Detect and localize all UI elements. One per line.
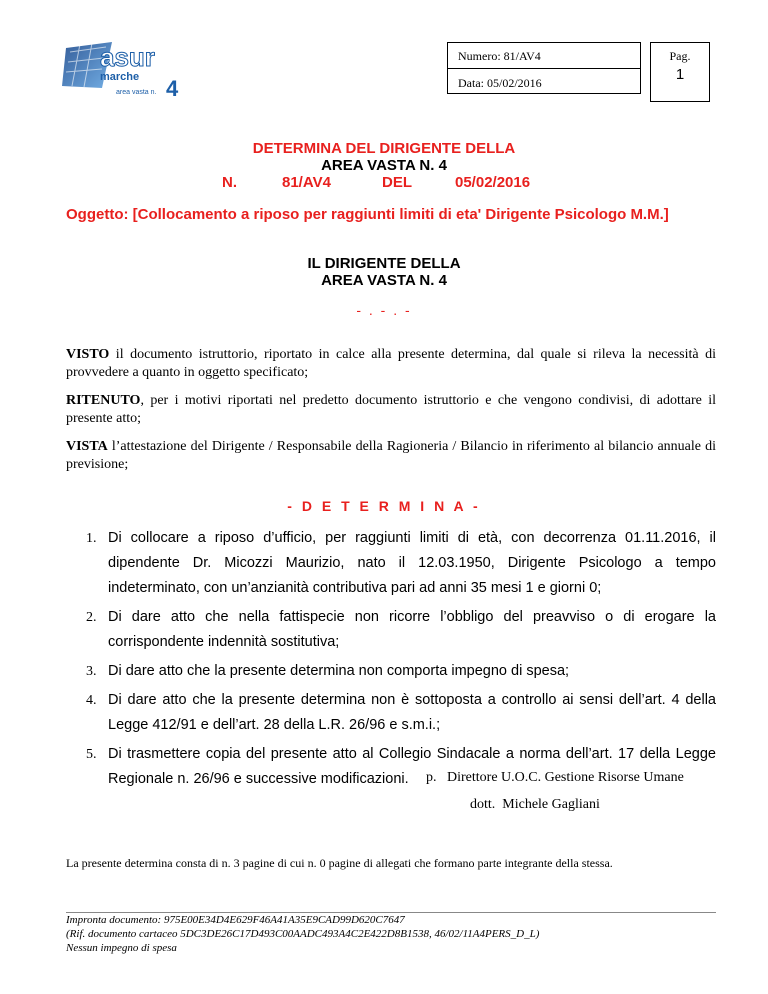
item-number: 5. bbox=[86, 747, 97, 762]
item-number: 3. bbox=[86, 664, 97, 679]
list-item bbox=[66, 688, 716, 738]
logo-number: 4 bbox=[166, 76, 179, 100]
page-box bbox=[650, 42, 710, 102]
document-date: Data: 05/02/2016 bbox=[458, 76, 542, 90]
premise-visto bbox=[66, 346, 716, 382]
item-text: Di trasmettere copia del presente atto al Collegio Sindacale a norma dell’art. 17 della Legge Regionale n. 26/96 e successive modificazioni. bbox=[108, 746, 716, 787]
title-line-2: AREA VASTA N. 4 bbox=[321, 157, 447, 174]
title-del-label: DEL bbox=[382, 174, 412, 191]
signature-name: dott. Michele Gagliani bbox=[470, 797, 600, 812]
item-text: Di collocare a riposo d’ufficio, per raggiunti limiti di età, con decorrenza 01.11.2016, il dipendente Dr. Micozzi Maurizio, nato il 12.03.1950, Dirigente Psicologo a tempo indeterminato, con un’anzianità contributiva pari ad anni 35 mesi 1 e giorni 0; bbox=[108, 530, 716, 596]
page-label: Pag. bbox=[669, 49, 691, 63]
premise-keyword: RITENUTO bbox=[66, 393, 141, 408]
premise-text: il documento istruttorio, riportato in calce alla presente determina, dal quale si rileva la necessità di provvedere a quanto in oggetto specificato; bbox=[66, 347, 716, 380]
premise-keyword: VISTO bbox=[66, 347, 110, 362]
footer-note: Nessun impegno di spesa bbox=[66, 942, 177, 954]
logo-sub: marche bbox=[100, 71, 140, 83]
footer-divider bbox=[66, 912, 716, 913]
item-number: 4. bbox=[86, 693, 97, 708]
premise-ritenuto bbox=[66, 392, 716, 428]
list-item bbox=[66, 605, 716, 655]
title-date: 05/02/2016 bbox=[455, 174, 531, 191]
document-number: Numero: 81/AV4 bbox=[458, 49, 541, 63]
list-item bbox=[66, 659, 716, 684]
title-line-1: DETERMINA DEL DIRIGENTE DELLA bbox=[252, 140, 516, 157]
separator: - . - . - bbox=[356, 302, 412, 318]
premise-text: l’attestazione del Dirigente / Responsabile della Ragioneria / Bilancio in riferimento al bilancio annuale di previsione; bbox=[66, 439, 716, 472]
dirigente-line-1: IL DIRIGENTE DELLA bbox=[307, 255, 461, 272]
item-text: Di dare atto che la presente determina non comporta impegno di spesa; bbox=[108, 663, 570, 679]
document-number-box bbox=[447, 42, 641, 94]
determina-list bbox=[66, 526, 716, 796]
item-number: 1. bbox=[86, 531, 97, 546]
asur-marche-logo bbox=[62, 38, 190, 100]
subject-line: Oggetto: [Collocamento a riposo per raggiunti limiti di eta' Dirigente Psicologo M.M.] bbox=[66, 206, 669, 223]
logo-brand: asur bbox=[100, 42, 155, 72]
premise-keyword: VISTA bbox=[66, 439, 108, 454]
item-text: Di dare atto che la presente determina non è sottoposta a controllo ai sensi dell’art. 4 della Legge 412/91 e dell’art. 28 della L.R. 26/96 e s.m.i.; bbox=[108, 692, 716, 733]
premise-vista bbox=[66, 438, 716, 474]
dirigente-line-2: AREA VASTA N. 4 bbox=[321, 272, 447, 289]
determina-heading: - D E T E R M I N A - bbox=[287, 498, 481, 514]
signature-title: p. Direttore U.O.C. Gestione Risorse Umane bbox=[426, 770, 684, 785]
premise-text: , per i motivi riportati nel predetto documento istruttorio e che vengono condivisi, di adottare il presente atto; bbox=[66, 393, 716, 426]
item-text: Di dare atto che nella fattispecie non ricorre l’obbligo del preavviso o di erogare la corrispondente indennità sostitutiva; bbox=[108, 609, 716, 650]
list-item bbox=[66, 526, 716, 601]
page-count-note: La presente determina consta di n. 3 pagine di cui n. 0 pagine di allegati che formano parte integrante della stessa. bbox=[66, 856, 613, 870]
title-n-value: 81/AV4 bbox=[282, 174, 331, 191]
logo-area: area vasta n. bbox=[116, 89, 157, 96]
footer-reference: (Rif. documento cartaceo 5DC3DE26C17D493C00AADC493A4C2E422D8B1538, 46/02/11A4PERS_D_L) bbox=[66, 928, 540, 940]
page-number: 1 bbox=[675, 66, 685, 83]
footer-fingerprint: Impronta documento: 975E00E34D4E629F46A41A35E9CAD99D620C7647 bbox=[66, 914, 405, 926]
title-n-label: N. bbox=[222, 174, 237, 191]
item-number: 2. bbox=[86, 610, 97, 625]
